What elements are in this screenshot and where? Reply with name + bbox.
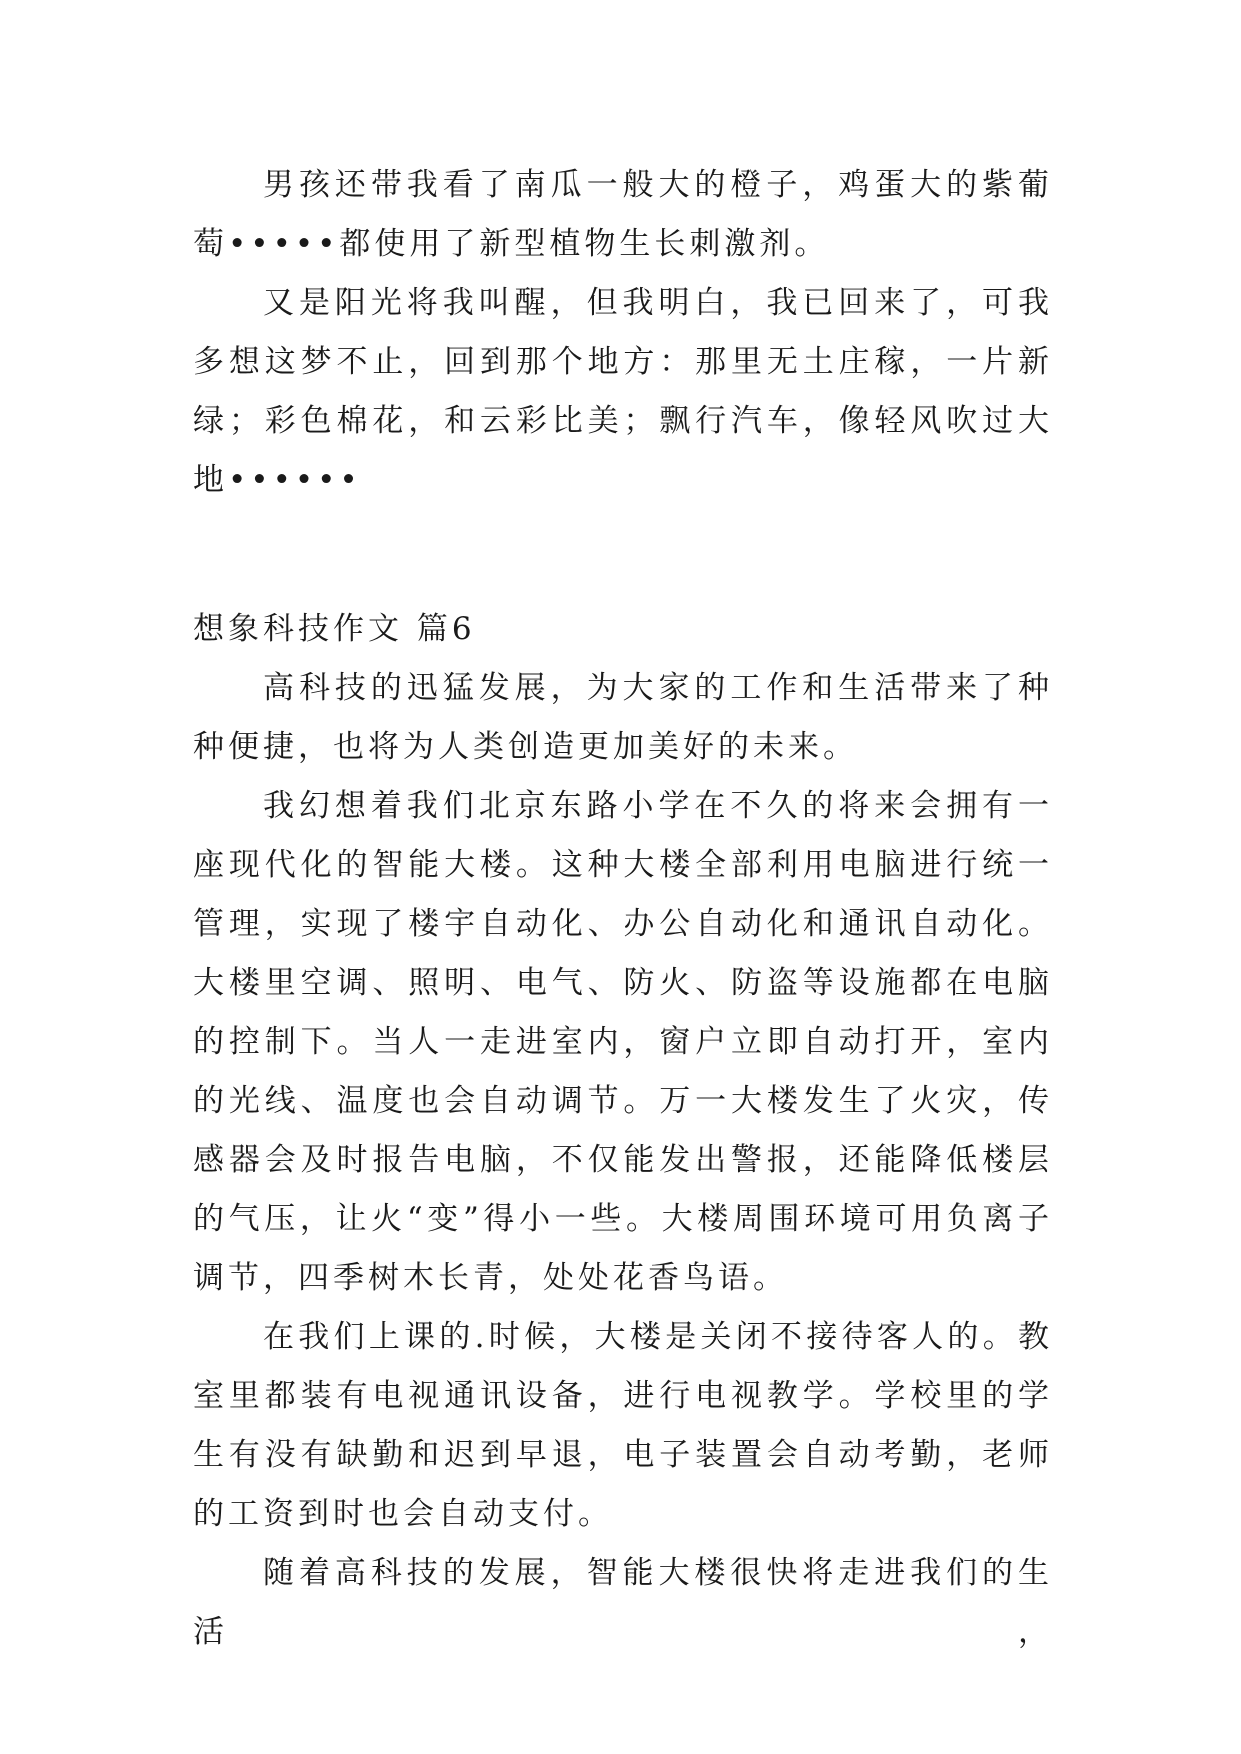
paragraph-oranges: 男孩还带我看了南瓜一般大的橙子，鸡蛋大的紫葡萄•••••都使用了新型植物生长刺激剂。: [193, 167, 1053, 262]
section-gap: [193, 510, 1053, 600]
paragraph-smart-building: 我幻想着我们北京东路小学在不久的将来会拥有一座现代化的智能大楼。这种大楼全部利用电脑进行统一管理，实现了楼宇自动化、办公自动化和通讯自动化。大楼里空调、照明、电气、防火、防盗等设施都在电脑的控制下。当人一走进室内，窗户立即自动打开，室内的光线、温度也会自动调节。万一大楼发生了火灾，传感器会及时报告电脑，不仅能发出警报，还能降低楼层的气压，让火“变”得小一些。大楼周围环境可用负离子调节，四季树木长青，处处花香鸟语。: [193, 788, 1053, 1296]
paragraph-intro: 高科技的迅猛发展，为大家的工作和生活带来了种种便捷，也将为人类创造更加美好的未来。: [193, 670, 1053, 765]
paragraph-waking-up: 又是阳光将我叫醒，但我明白，我已回来了，可我多想这梦不止，回到那个地方：那里无土庄稼，一片新绿；彩色棉花，和云彩比美；飘行汽车，像轻风吹过大地••••••: [193, 285, 1053, 498]
paragraph-classes: 在我们上课的.时候，大楼是关闭不接待客人的。教室里都装有电视通讯设备，进行电视教学。学校里的学生有没有缺勤和迟到早退，电子装置会自动考勤，老师的工资到时也会自动支付。: [193, 1319, 1053, 1532]
paragraph-closing: 随着高科技的发展，智能大楼很快将走进我们的生活，: [193, 1555, 1053, 1650]
document-page: [193, 156, 1053, 1662]
essay-heading: 想象科技作文 篇6: [193, 611, 476, 647]
